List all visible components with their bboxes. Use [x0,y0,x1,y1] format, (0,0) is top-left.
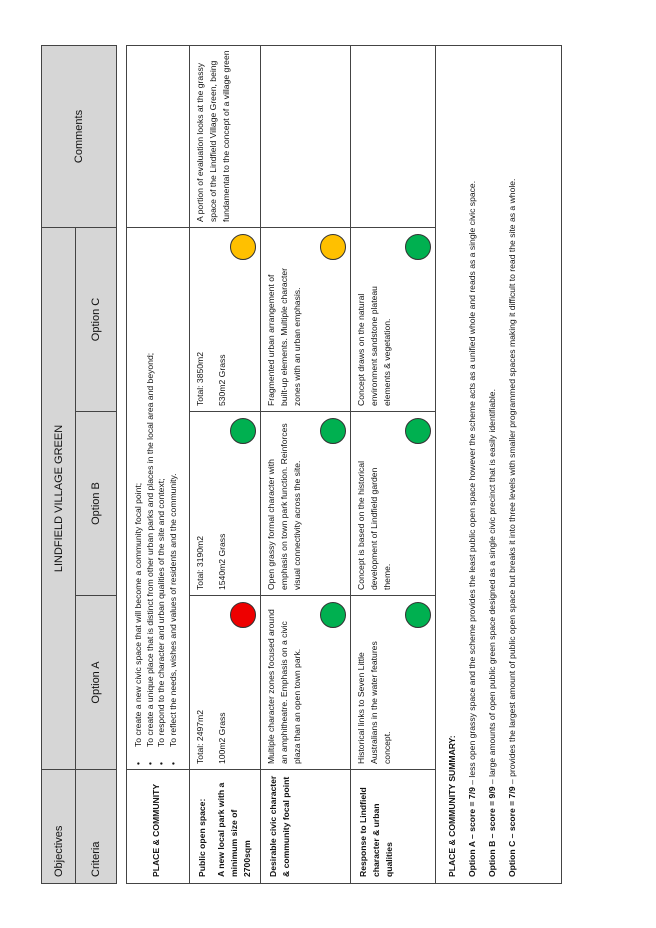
criteria-title: Desirable civic character & community focal point [261,770,351,884]
objectives-list [130,232,179,769]
summary-item [506,52,518,877]
criteria-title: Public open space: [197,798,207,877]
summary-score: Option B – score = 9/9 [487,786,497,877]
option-c-header: Option C [76,227,117,411]
table-row [261,46,351,884]
summary-text: – provides the largest amount of public open space but breaks it into three levels with smaller programmed spaces making it difficult to read the site as a whole. [507,178,517,787]
summary-text: – large amounts of open public green space designed as a single civic precinct that is easily identifiable. [487,389,497,787]
total-area: Total: 3850m2 [195,352,205,406]
page-title: LINDFIELD VILLAGE GREEN [42,227,76,769]
cell-text: Fragmented urban arrangement of built-up elements. Multiple character zones with an urban emphasis. [266,267,302,406]
cell-text: Open grassy formal character with emphasis on town park function. Reinforces visual connectivity across the site. [266,423,302,590]
status-indicator-amber [320,234,346,260]
status-indicator-green [405,602,431,628]
status-indicator-amber [230,234,256,260]
objective-item: • To reflect the needs, wishes and values of residents and the community. [168,232,180,769]
place-community-label: PLACE & COMMUNITY [127,770,190,884]
summary-score: Option C – score = 7/9 [507,786,517,877]
grass-area: 100m2 Grass [217,712,227,764]
option-b-cell [351,412,436,596]
option-b-header: Option B [76,412,117,596]
option-c-cell [261,228,351,412]
summary-score: Option A – score = 7/9 [467,787,477,877]
criteria-title: Response to Lindfield character & urban qualities [351,770,436,884]
grass-area: 1540m2 Grass [217,533,227,590]
summary-cell [436,46,562,884]
status-indicator-red [230,602,256,628]
table-row [190,46,261,884]
objectives-list-cell [127,228,190,770]
comment-cell: A portion of evaluation looks at the grassy space of the Lindfield Village Green, being fundamental to the concept of a village green [190,46,261,228]
table-row [351,46,436,884]
summary-row [436,46,562,884]
option-c-cell [351,228,436,412]
option-b-cell [190,412,261,596]
objective-item: • To respond to the character and urban qualities of the site and context; [156,232,168,769]
place-community-row [127,46,190,884]
option-c-cell [190,228,261,412]
objective-item: • To create a new civic space that will become a community focal point; [133,232,145,769]
option-b-cell [261,412,351,596]
option-a-cell [190,596,261,770]
criteria-subtitle: A new local park with a minimum size of 2700sqm [216,782,252,877]
option-a-cell [351,596,436,770]
rotated-page [41,46,561,884]
status-indicator-green [320,418,346,444]
status-indicator-green [405,234,431,260]
criteria-cell [190,770,261,884]
cell-text: Concept draws on the natural environment sandstone plateau elements & vegetation. [356,286,392,406]
comment-cell [351,46,436,228]
summary-text: – less open grassy space and the scheme provides the least public open space however the scheme acts as a unified whole and reads as a single civic space. [467,180,477,788]
comments-header: Comments [42,45,117,227]
cell-text: Concept is based on the historical development of Lindfield garden theme. [356,461,392,590]
objectives-header: Objectives [42,770,76,884]
criteria-header: Criteria [76,770,117,884]
summary-title: PLACE & COMMUNITY SUMMARY: [447,735,457,877]
option-a-cell [261,596,351,770]
header-table [41,45,117,884]
status-indicator-green [230,418,256,444]
total-area: Total: 3190m2 [195,536,205,590]
status-indicator-green [405,418,431,444]
objective-item: • To create a unique place that is distinct from other urban parks and places in the local area and beyond; [145,232,157,769]
grass-area: 530m2 Grass [217,354,227,406]
comment-cell [261,46,351,228]
status-indicator-green [320,602,346,628]
cell-text: Multiple character zones focused around an amphitheatre. Emphasis on a civic plaza than an open town park. [266,609,302,764]
summary-item [466,52,478,877]
empty-comment-cell [127,46,190,228]
total-area: Total: 2497m2 [195,710,205,764]
summary-item [486,52,498,877]
option-a-header: Option A [76,596,117,770]
evaluation-table [126,45,562,884]
cell-text: Historical links to Seven Little Australians in the water features concept. [356,641,392,764]
